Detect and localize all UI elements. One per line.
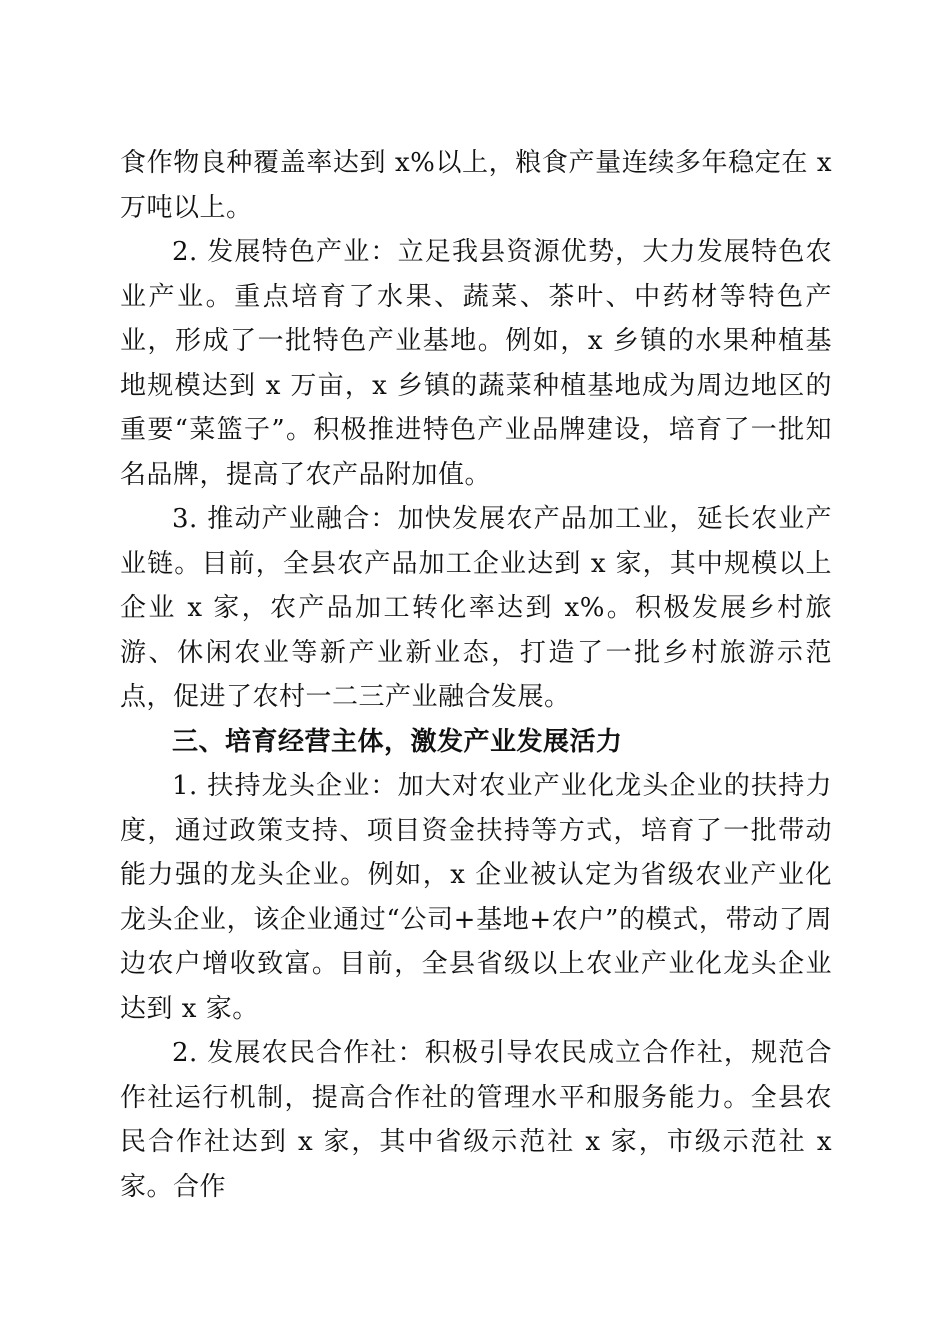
section-heading-three: 三、培育经营主体，激发产业发展活力	[172, 726, 623, 757]
paragraph-leading-enterprises: 1. 扶持龙头企业：加大对农业产业化龙头企业的扶持力度，通过政策支持、项目资金扶持等方式，培育了一批带动能力强的龙头企业。例如，x 企业被认定为省级农业产业化龙头企业，该企业通过“公司+基地+农户”的模式，带动了周边农户增收致富。目前，全县省级以上农业产业化龙头企业达到 x 家。	[120, 771, 832, 1024]
paragraph-cooperatives: 2. 发展农民合作社：积极引导农民成立合作社，规范合作社运行机制，提高合作社的管理水平和服务能力。全县农民合作社达到 x 家，其中省级示范社 x 家，市级示范社 x 家。合作	[120, 1038, 832, 1202]
document-body	[120, 141, 832, 1209]
paragraph-grain-output: 食作物良种覆盖率达到 x%以上，粮食产量连续多年稳定在 x 万吨以上。	[120, 148, 832, 223]
paragraph-industry-integration: 3. 推动产业融合：加快发展农产品加工业，延长农业产业链。目前，全县农产品加工企业达到 x 家，其中规模以上企业 x 家，农产品加工转化率达到 x%。积极发展乡村旅游、休闲农业等新产业新业态，打造了一批乡村旅游示范点，促进了农村一二三产业融合发展。	[120, 504, 832, 712]
paragraph-specialty-industry: 2. 发展特色产业：立足我县资源优势，大力发展特色农业产业。重点培育了水果、蔬菜、茶叶、中药材等特色产业，形成了一批特色产业基地。例如，x 乡镇的水果种植基地规模达到 x 万亩，x 乡镇的蔬菜种植基地成为周边地区的重要“菜篮子”。积极推进特色产业品牌建设，培育了一批知名品牌，提高了农产品附加值。	[120, 237, 832, 490]
